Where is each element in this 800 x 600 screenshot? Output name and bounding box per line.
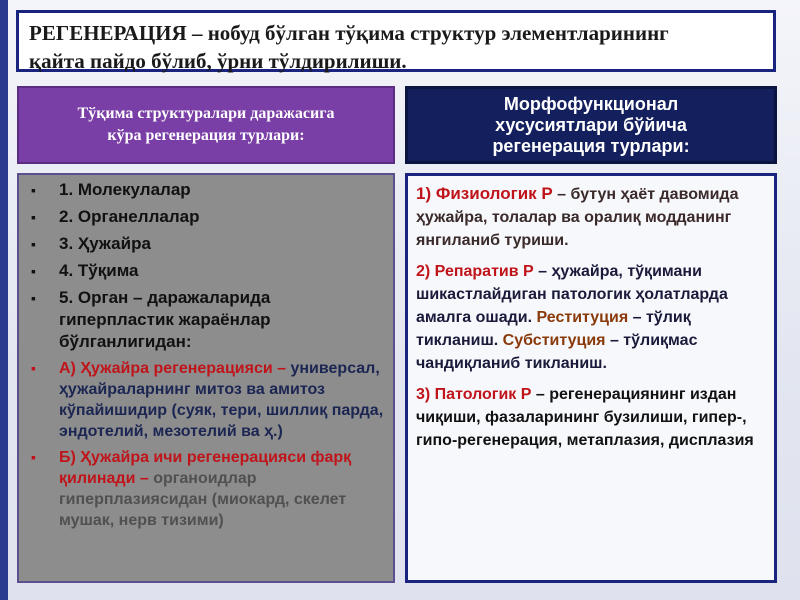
slide-title	[16, 10, 776, 72]
physiological-regeneration: 1) Физиологик Р – бутун ҳаёт давомида ҳужайра, толалар ва оралиқ модданинг янгиланиб туриши.	[416, 184, 739, 249]
bullet-icon: ▪	[31, 182, 36, 198]
substitution-term: Субституция	[502, 332, 606, 349]
right-header-line3: регенерация турлари:	[492, 135, 690, 156]
bullet-icon: ▪	[31, 263, 36, 279]
bullet-icon: ▪	[31, 236, 36, 252]
decorative-side-bar	[0, 0, 8, 600]
list-item-cell-regeneration: ▪ А) Ҳужайра регенерацияси – универсал, ҳужайраларнинг митоз ва амитоз кўпайишидир (суяк, тери, шиллиқ парда, эндотелий, мезотелий ва ҳ.)	[31, 360, 384, 440]
restitution-term: Реституция	[536, 309, 629, 326]
bullet-icon: ▪	[31, 290, 36, 306]
list-item: ▪ 2. Органеллалар	[31, 207, 200, 226]
left-header-line2: кўра регенерация турлари:	[107, 127, 305, 144]
list-item: ▪ 4. Тўқима	[31, 261, 139, 280]
list-item: ▪ 5. Орган – даражаларида гиперпластик жараёнлар бўлганлигидан:	[31, 288, 271, 351]
list-item: ▪ 3. Ҳужайра	[31, 234, 151, 253]
title-term: РЕГЕНЕРАЦИЯ	[29, 21, 187, 45]
reparative-regeneration: 2) Репаратив Р – ҳужайра, тўқимани шикастлайдиган патологик ҳолатларда амалга ошади. Реституция – тўлиқ тикланиш. Субституция – тўлиқмас чандиқланиб тикланиш.	[416, 263, 728, 372]
right-header-line2: хусусиятлари бўйича	[495, 114, 687, 135]
list-item: ▪ 1. Молекулалар	[31, 180, 191, 199]
structural-levels-list	[27, 179, 385, 531]
left-column-header	[17, 86, 395, 164]
title-definition-line1: – нобуд бўлган тўқима структур элементларининг	[186, 21, 669, 45]
list-item-intracellular-regeneration: ▪ Б) Ҳужайра ичи регенерацияси фарқ қилинади – органоидлар гиперплазиясидан (миокард, скелет мушак, нерв тизими)	[31, 449, 352, 529]
bullet-icon: ▪	[31, 360, 36, 376]
left-content-panel	[17, 173, 395, 583]
pathological-regeneration: 3) Патологик Р – регенерациянинг издан чиқиши, фазаларининг бузилиши, гипер-, гипо-регенерация, метаплазия, дисплазия	[416, 386, 754, 449]
left-header-line1: Тўқима структуралари даражасига	[77, 105, 335, 122]
bullet-icon: ▪	[31, 449, 36, 465]
bullet-icon: ▪	[31, 209, 36, 225]
title-definition-line2: қайта пайдо бўлиб, ўрни тўлдирилиши.	[29, 49, 407, 73]
right-content-panel	[405, 173, 777, 583]
right-column-header	[405, 86, 777, 164]
right-header-line1: Морфофункционал	[503, 93, 679, 114]
